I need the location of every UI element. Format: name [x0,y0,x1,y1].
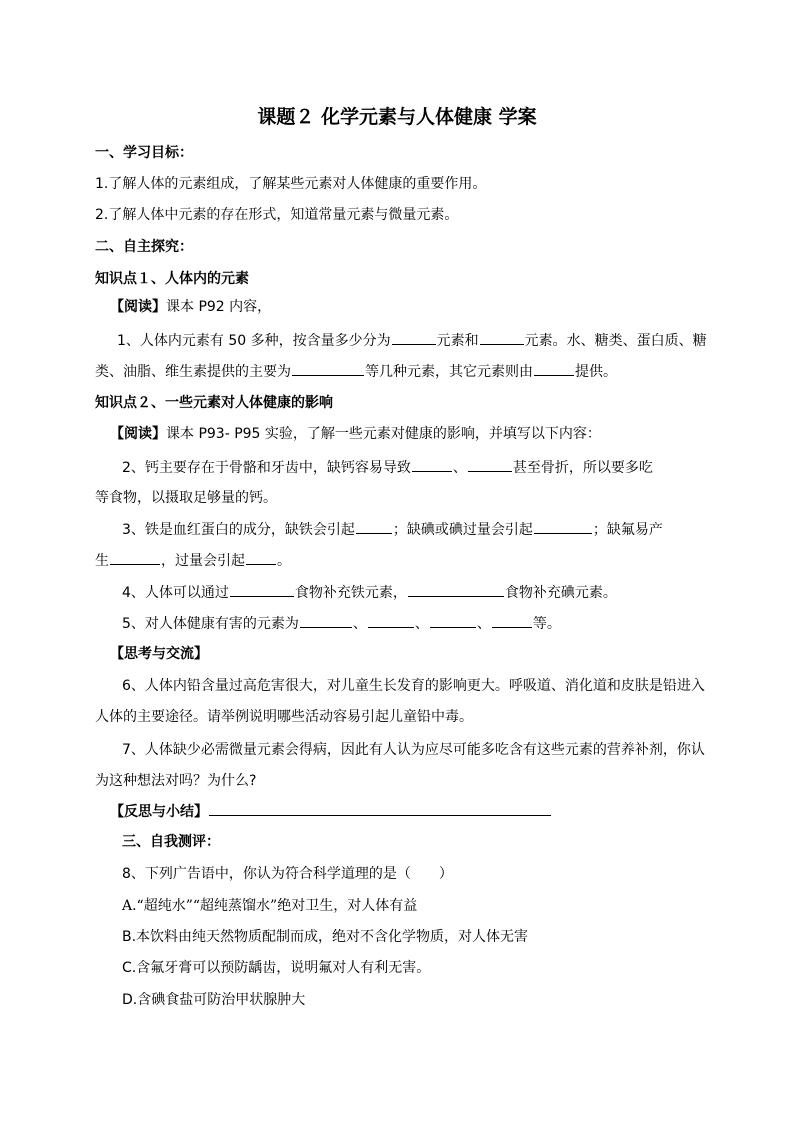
question-6-line-2: 人体的主要途径。请举例说明哪些活动容易引起儿童铅中毒。 [95,709,473,725]
option-c[interactable]: C.含氟牙膏可以预防龋齿，说明氟对人有利无害。 [122,960,431,976]
option-a[interactable]: A.“超纯水”“超纯蒸馏水”绝对卫生，对人体有益 [122,898,418,914]
fill-blank[interactable] [408,582,504,597]
question-7-line-2: 为这种想法对吗？为什么? [95,773,257,789]
fill-blank[interactable] [368,613,414,628]
question-2-line-2: 等食物，以摄取足够量的钙。 [95,490,277,506]
section-heading-goals: 一、学习目标： [95,145,193,161]
fill-blank[interactable] [430,613,476,628]
fill-blank[interactable] [356,519,392,534]
fill-blank[interactable] [492,613,532,628]
section-heading-explore: 二、自主探究： [95,239,193,255]
fill-blank[interactable] [480,330,524,345]
reading-note-1 [110,297,271,317]
option-d[interactable]: D.含碘食盐可防治甲状腺肿大 [122,992,306,1008]
fill-blank[interactable] [110,550,160,565]
question-3-line-1: 3、铁是血红蛋白的成分，缺铁会引起 ；缺碘或碘过量会引起 ；缺氟易产 [122,519,663,540]
reflection-blank[interactable] [209,801,551,816]
question-1-line-1: 1、人体内元素有 50 多种，按含量多少分为 元素和 元素。水、糖类、蛋白质、糖 [117,330,707,351]
fill-blank[interactable] [392,330,436,345]
goal-item-1: 1.了解人体的元素组成，了解某些元素对人体健康的重要作用。 [95,176,487,192]
question-8: 8、下列广告语中，你认为符合科学道理的是（ ） [122,866,453,882]
question-4: 4、人体可以通过 食物补充铁元素， 食物补充碘元素。 [122,582,617,603]
think-exchange-label: 【思考与交流】 [110,646,208,662]
fill-blank[interactable] [468,457,512,472]
page-title: 课题２ 化学元素与人体健康 学案 [257,106,537,128]
fill-blank[interactable] [292,361,364,376]
reflection-row [110,801,552,822]
knowledge-point-1-heading: 知识点１、人体内的元素 [95,271,249,287]
knowledge-point-2-heading: 知识点２、一些元素对人体健康的影响 [95,395,333,411]
goal-item-2: 2.了解人体中元素的存在形式，知道常量元素与微量元素。 [95,207,459,223]
section-heading-self-test: 三、自我测评： [122,834,220,850]
question-7-line-1: 7、人体缺少必需微量元素会得病，因此有人认为应尽可能多吃含有这些元素的营养补剂，你认 [122,742,705,758]
fill-blank[interactable] [300,613,352,628]
fill-blank[interactable] [534,361,574,376]
reading-label: 【阅读】 [110,299,166,315]
question-2-line-1: 2、钙主要存在于骨骼和牙齿中，缺钙容易导致 、 甚至骨折，所以要多吃 [122,457,653,478]
question-1-line-2: 类、油脂、维生素提供的主要为 等几种元素，其它元素则由 提供。 [95,361,617,382]
question-6-line-1: 6、人体内铅含量过高危害很大，对儿童生长发育的影响更大。呼吸道、消化道和皮肤是铅进入 [122,678,705,694]
reflection-label: 【反思与小结】 [110,804,208,820]
question-5: 5、对人体健康有害的元素为 、 、 、 等。 [122,613,561,634]
option-b[interactable]: B.本饮料由纯天然物质配制而成，绝对不含化学物质，对人体无害 [122,929,529,945]
reading-text: 课本 P92 内容， [166,299,272,315]
fill-blank[interactable] [230,582,294,597]
fill-blank[interactable] [412,457,452,472]
reading-note-2: 【阅读】课本 P93- P95 实验，了解一些元素对健康的影响，并填写以下内容： [110,426,601,442]
fill-blank[interactable] [534,519,592,534]
fill-blank[interactable] [246,550,276,565]
question-3-line-2: 生 ，过量会引起 。 [95,550,291,571]
